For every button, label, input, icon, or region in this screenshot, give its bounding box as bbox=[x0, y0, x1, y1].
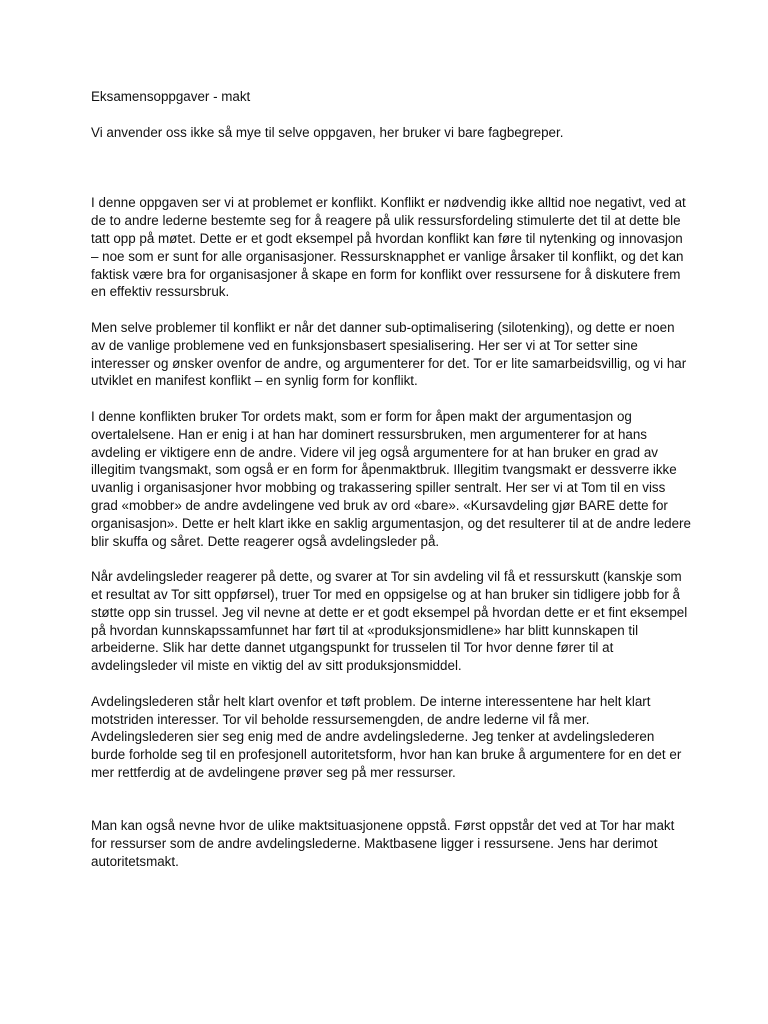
paragraph-word-power: I denne konflikten bruker Tor ordets makt, som er form for åpen makt der argumentasjon og overtalelsene. Han er enig i at han har dominert ressursbruken, men argumenterer for at hans avdeling er viktigere enn de andre. Videre vil jeg også argumentere for at han bruker en grad av illegitim tvangsmakt, som også er en form for åpenmaktbruk. Illegitim tvangsmakt er dessverre ikke uvanlig i organisasjoner hvor mobbing og trakassering spiller sentralt. Her ser vi at Tom til en viss grad «mobber» de andre avdelingene ved bruk av ord «bare». «Kursavdeling gjør BARE dette for organisasjon». Dette er helt klart ikke en saklig argumentasjon, og det resulterer til at de andre ledere blir skuffa og såret. Dette reagerer også avdelingsleder på. bbox=[91, 408, 691, 549]
paragraph-suboptimization: Men selve problemer til konflikt er når det danner sub-optimalisering (silotenking), og dette er noen av de vanlige problemene ved en funksjonsbasert spesialisering. Her ser vi at Tor setter sine interesser og ønsker ovenfor de andre, og argumenterer for det. Tor er lite samarbeidsvillig, og vi har utviklet en manifest konflikt – en synlig form for konflikt. bbox=[91, 319, 687, 389]
paragraph-conflict: I denne oppgaven ser vi at problemet er konflikt. Konflikt er nødvendig ikke alltid noe negativt, ved at de to andre lederne bestemte seg for å reagere på ulik ressursfordeling stimulerte det til at dette ble tatt opp på møtet. Dette er et godt eksempel på hvordan konflikt kan føre til nytenking og innovasjon – noe som er sunt for alle organisasjoner. Ressursknapphet er vanlige årsaker til konflikt, og det kan faktisk være bra for organisasjoner å skape en form for konflikt over ressursene for å diskutere frem en effektiv ressursbruk. bbox=[91, 195, 686, 300]
intro-paragraph: Vi anvender oss ikke så mye til selve oppgaven, her bruker vi bare fagbegreper. bbox=[91, 124, 564, 140]
paragraph-manager-problem: Avdelingslederen står helt klart ovenfor et tøft problem. De interne interessentene har helt klart motstriden interesser. Tor vil beholde ressursemengden, de andre lederne vil få mer. Avdelingslederen sier seg enig med de andre avdelingslederne. Jeg tenker at avdelingslederen burde forholde seg til en profesjonell autoritetsform, hvor han kan bruke å argumentere for en det er mer rettferdig at de avdelingene prøver seg på mer ressurser. bbox=[91, 693, 682, 780]
document-title: Eksamensoppgaver - makt bbox=[91, 89, 251, 104]
document-page bbox=[91, 88, 691, 888]
paragraph-threat: Når avdelingsleder reagerer på dette, og svarer at Tor sin avdeling vil få et ressurskutt (kanskje som et resultat av Tor sitt oppførsel), truer Tor med en oppsigelse og at han bruker sin tidligere jobb for å støtte opp sin trussel. Jeg vil nevne at dette er et godt eksempel på hvordan dette er et fint eksempel på hvordan kunnskapssamfunnet har ført til at «produksjonsmidlene» har blitt kunnskapen til arbeiderne. Slik har dette dannet utgangspunkt for trusselen til Tor hvor denne fører til at avdelingsleder vil miste en viktig del av sitt produksjonsmiddel. bbox=[91, 569, 688, 674]
paragraph-power-situations: Man kan også nevne hvor de ulike maktsituasjonene oppstå. Først oppstår det ved at Tor har makt for ressurser som de andre avdelingslederne. Maktbasene ligger i ressursene. Jens har derimot autoritetsmakt. bbox=[91, 818, 675, 869]
